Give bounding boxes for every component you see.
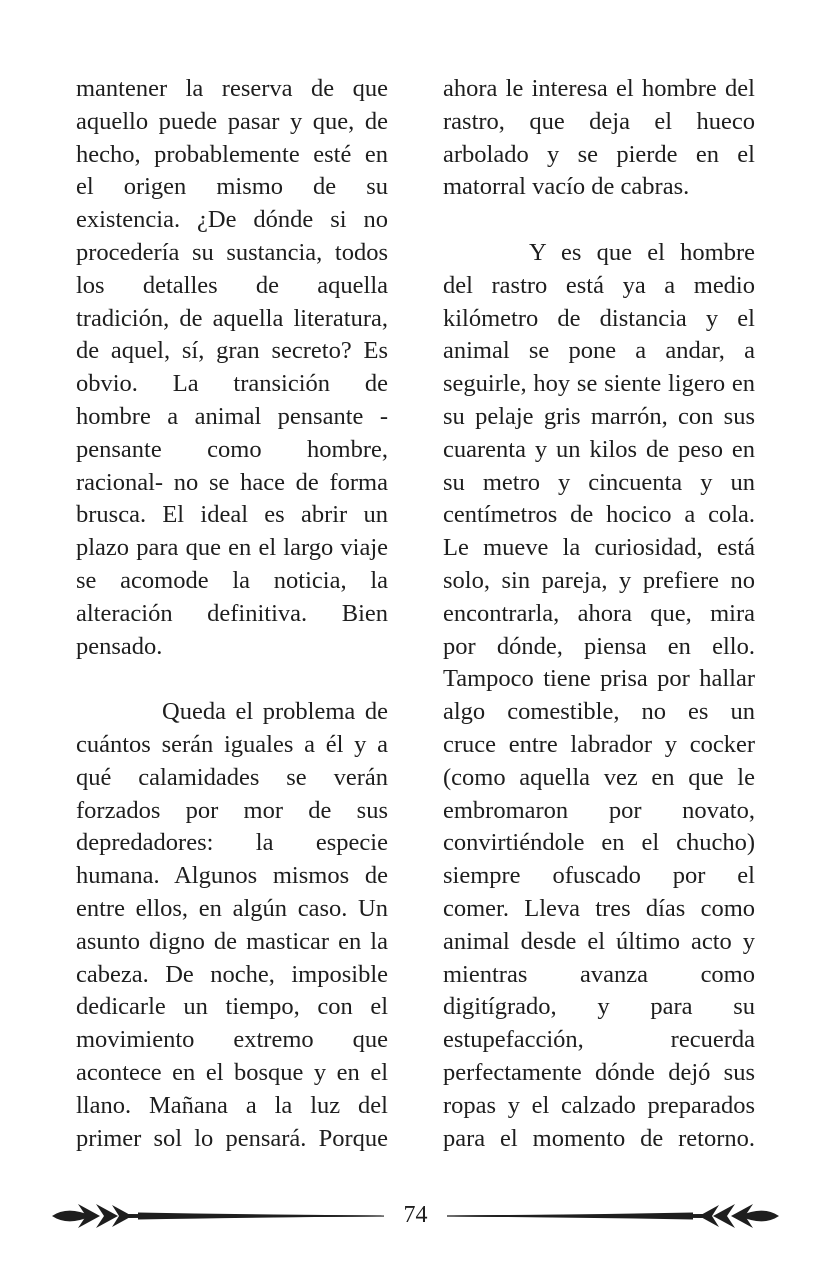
right-flourish-icon bbox=[443, 1196, 783, 1236]
text-line: forzados por mor de sus bbox=[76, 796, 388, 824]
text-line: cabeza. De noche, imposible bbox=[76, 960, 388, 988]
text-line: pensado. bbox=[76, 632, 163, 660]
text-line: Le mueve la curiosidad, está bbox=[443, 534, 755, 562]
text-line: perfectamente dónde dejó sus bbox=[443, 1058, 755, 1086]
text-line: los detalles de aquella bbox=[76, 271, 388, 299]
paragraph-gap bbox=[443, 204, 755, 237]
text-line: siempre ofuscado por el bbox=[443, 862, 755, 890]
left-column bbox=[76, 73, 388, 1155]
text-line: animal se pone a andar, a bbox=[443, 337, 755, 365]
text-line: matorral vacío de cabras. bbox=[443, 173, 690, 201]
text-line: cruce entre labrador y cocker bbox=[443, 730, 755, 758]
text-line: animal desde el último acto y bbox=[443, 927, 755, 955]
text-line: mientras avanza como bbox=[443, 960, 755, 988]
text-line: Queda el problema de bbox=[162, 698, 388, 726]
paragraph bbox=[76, 73, 388, 663]
text-line: el origen mismo de su bbox=[76, 173, 388, 201]
text-line: racional- no se hace de forma bbox=[76, 468, 388, 496]
page-number: 74 bbox=[403, 1202, 428, 1228]
text-line: se acomode la noticia, la bbox=[76, 566, 388, 594]
text-line: comer. Lleva tres días como bbox=[443, 894, 755, 922]
text-line: qué calamidades se verán bbox=[76, 763, 388, 791]
text-line: depredadores: la especie bbox=[76, 829, 388, 857]
text-line: aquello puede pasar y que, de bbox=[76, 107, 388, 135]
text-line: ahora le interesa el hombre del bbox=[443, 75, 755, 102]
text-line: estupefacción, recuerda bbox=[443, 1026, 755, 1054]
text-line: centímetros de hocico a cola. bbox=[443, 501, 755, 529]
page-footer bbox=[48, 1196, 783, 1236]
text-line: llano. Mañana a la luz del bbox=[76, 1091, 388, 1119]
text-line: ropas y el calzado preparados bbox=[443, 1091, 755, 1119]
text-line: entre ellos, en algún caso. Un bbox=[76, 894, 388, 922]
text-line: Y es que el hombre bbox=[529, 238, 755, 266]
text-line: del rastro está ya a medio bbox=[443, 271, 755, 299]
text-line: acontece en el bosque y en el bbox=[76, 1058, 388, 1086]
text-line: plazo para que en el largo viaje bbox=[76, 534, 388, 562]
text-line: primer sol lo pensará. Porque bbox=[76, 1124, 388, 1152]
text-line: arbolado y se pierde en el bbox=[443, 140, 755, 168]
text-line: alteración definitiva. Bien bbox=[76, 599, 388, 627]
text-line: algo comestible, no es un bbox=[443, 698, 755, 726]
text-line: convirtiéndole en el chucho) bbox=[443, 829, 755, 857]
text-line: tradición, de aquella literatura, bbox=[76, 304, 388, 332]
paragraph bbox=[76, 696, 388, 1155]
text-line: Tampoco tiene prisa por hallar bbox=[443, 665, 755, 693]
text-line: rastro, que deja el hueco bbox=[443, 107, 755, 135]
right-column bbox=[443, 73, 755, 1155]
text-line: hombre a animal pensante - bbox=[76, 402, 388, 430]
text-line: movimiento extremo que bbox=[76, 1026, 388, 1054]
text-line: encontrarla, ahora que, mira bbox=[443, 599, 755, 627]
text-line: su metro y cincuenta y un bbox=[443, 468, 755, 496]
text-line: para el momento de retorno. bbox=[443, 1124, 755, 1152]
text-line: seguirle, hoy se siente ligero en bbox=[443, 370, 755, 398]
text-line: kilómetro de distancia y el bbox=[443, 304, 755, 332]
text-line: brusca. El ideal es abrir un bbox=[76, 501, 388, 529]
paragraph bbox=[443, 73, 755, 204]
text-line: cuántos serán iguales a él y a bbox=[76, 730, 388, 758]
text-line: procedería su sustancia, todos bbox=[76, 238, 388, 266]
text-line: asunto digno de masticar en la bbox=[76, 927, 388, 955]
text-line: solo, sin pareja, y prefiere no bbox=[443, 566, 755, 594]
text-line: obvio. La transición de bbox=[76, 370, 388, 398]
text-line: pensante como hombre, bbox=[76, 435, 388, 463]
text-line: mantener la reserva de que bbox=[76, 75, 388, 102]
text-line: por dónde, piensa en ello. bbox=[443, 632, 755, 660]
text-line: digitígrado, y para su bbox=[443, 993, 755, 1021]
text-line: cuarenta y un kilos de peso en bbox=[443, 435, 755, 463]
text-line: embromaron por novato, bbox=[443, 796, 755, 824]
text-line: existencia. ¿De dónde si no bbox=[76, 206, 388, 234]
text-line: humana. Algunos mismos de bbox=[76, 862, 388, 890]
paragraph-gap bbox=[76, 663, 388, 696]
text-line: de aquel, sí, gran secreto? Es bbox=[76, 337, 388, 365]
text-line: dedicarle un tiempo, con el bbox=[76, 993, 388, 1021]
paragraph bbox=[443, 237, 755, 1155]
text-line: hecho, probablemente esté en bbox=[76, 140, 388, 168]
text-line: (como aquella vez en que le bbox=[443, 763, 755, 791]
text-line: su pelaje gris marrón, con sus bbox=[443, 402, 755, 430]
